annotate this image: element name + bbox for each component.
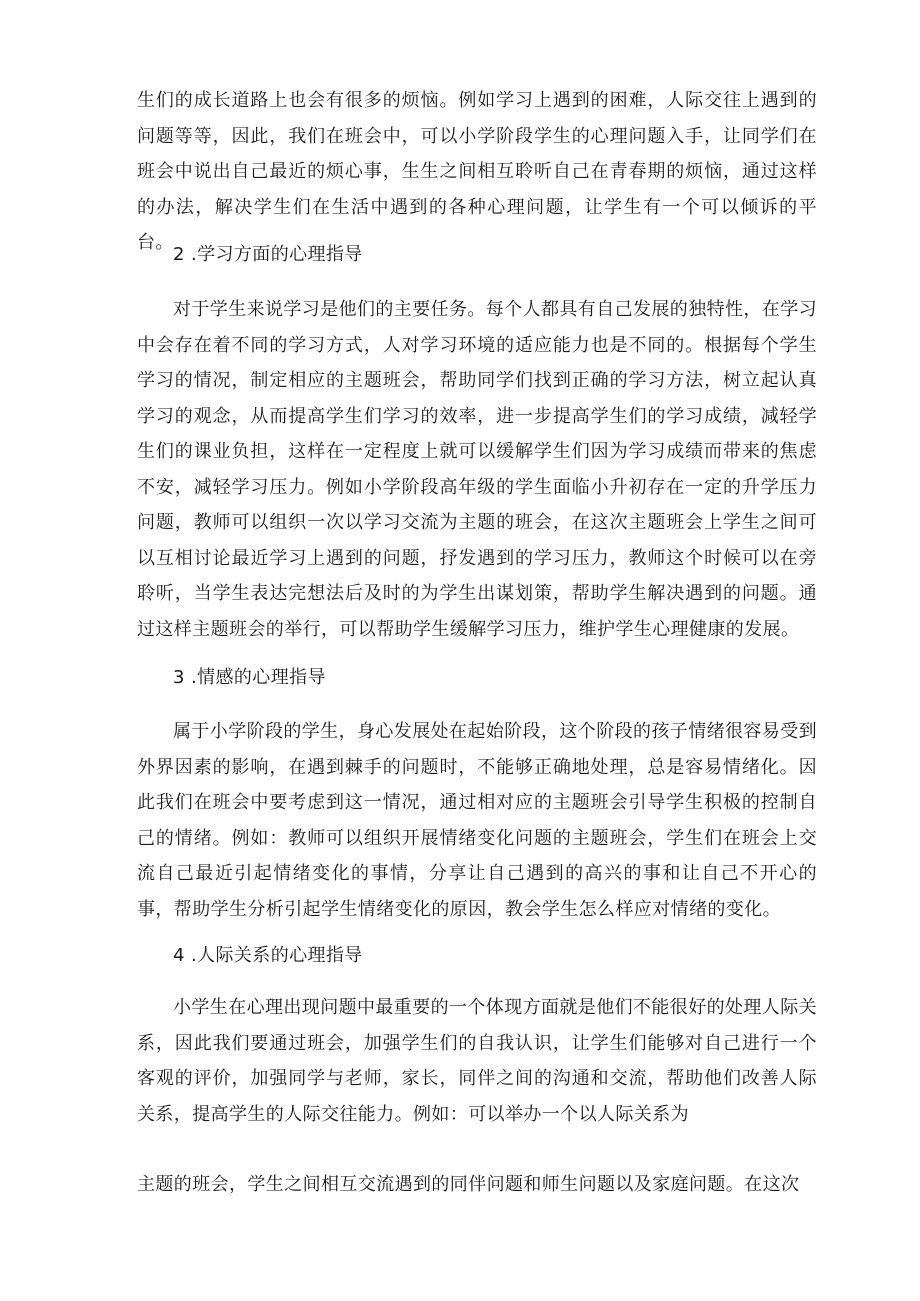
heading-interpersonal-guidance: 4 .人际关系的心理指导 (173, 945, 363, 966)
heading-learning-guidance: 2 .学习方面的心理指导 (173, 244, 363, 265)
paragraph-continuation: 主题的班会，学生之间相互交流遇到的同伴问题和师生问题以及家庭问题。在这次 (137, 1174, 800, 1195)
heading-emotion-guidance: 3 .情感的心理指导 (173, 667, 326, 688)
paragraph-interpersonal-guidance: 小学生在心理出现问题中最重要的一个体现方面就是他们不能很好的处理人际关系，因此我们要通过班会，加强学生们的自我认识，让学生们能够对自己进行一个客观的评价，加强同学与老师，家长，同伴之间的沟通和交流，帮助他们改善人际关系，提高学生的人际交往能力。例如：可以举办一个以人际关系为 (137, 997, 817, 1125)
paragraph-learning-guidance: 对于学生来说学习是他们的主要任务。每个人都具有自己发展的独特性，在学习中会存在着不同的学习方式，人对学习环境的适应能力也是不同的。根据每个学生学习的情况，制定相应的主题班会，帮助同学们找到正确的学习方法，树立起认真学习的观念，从而提高学生们学习的效率，进一步提高学生们的学习成绩，减轻学生们的课业负担，这样在一定程度上就可以缓解学生们因为学习成绩而带来的焦虑不安，减轻学习压力。例如小学阶段高年级的学生面临小升初存在一定的升学压力问题，教师可以组织一次以学习交流为主题的班会，在这次主题班会上学生之间可以互相讨论最近学习上遇到的问题，抒发遇到的学习压力，教师这个时候可以在旁聆听，当学生表达完想法后及时的为学生出谋划策，帮助学生解决遇到的问题。通过这样主题班会的举行，可以帮助学生缓解学习压力，维护学生心理健康的发展。 (137, 299, 817, 640)
paragraph-emotion-guidance: 属于小学阶段的学生，身心发展处在起始阶段，这个阶段的孩子情绪很容易受到外界因素的影响，在遇到棘手的问题时，不能够正确地处理，总是容易情绪化。因此我们在班会中要考虑到这一情况，通过相对应的主题班会引导学生积极的控制自己的情绪。例如：教师可以组织开展情绪变化问题的主题班会，学生们在班会上交流自己最近引起情绪变化的事情，分享让自己遇到的高兴的事和让自己不开心的事，帮助学生分析引起学生情绪变化的原因，教会学生怎么样应对情绪的变化。 (137, 721, 817, 920)
paragraph-emotional-support: 生们的成长道路上也会有很多的烦恼。例如学习上遇到的困难，人际交往上遇到的问题等等，因此，我们在班会中，可以小学阶段学生的心理问题入手，让同学们在班会中说出自己最近的烦心事，生生之间相互聆听自己在青春期的烦恼，通过这样的办法，解决学生们在生活中遇到的各种心理问题，让学生有一个可以倾诉的平台。 (137, 90, 817, 253)
